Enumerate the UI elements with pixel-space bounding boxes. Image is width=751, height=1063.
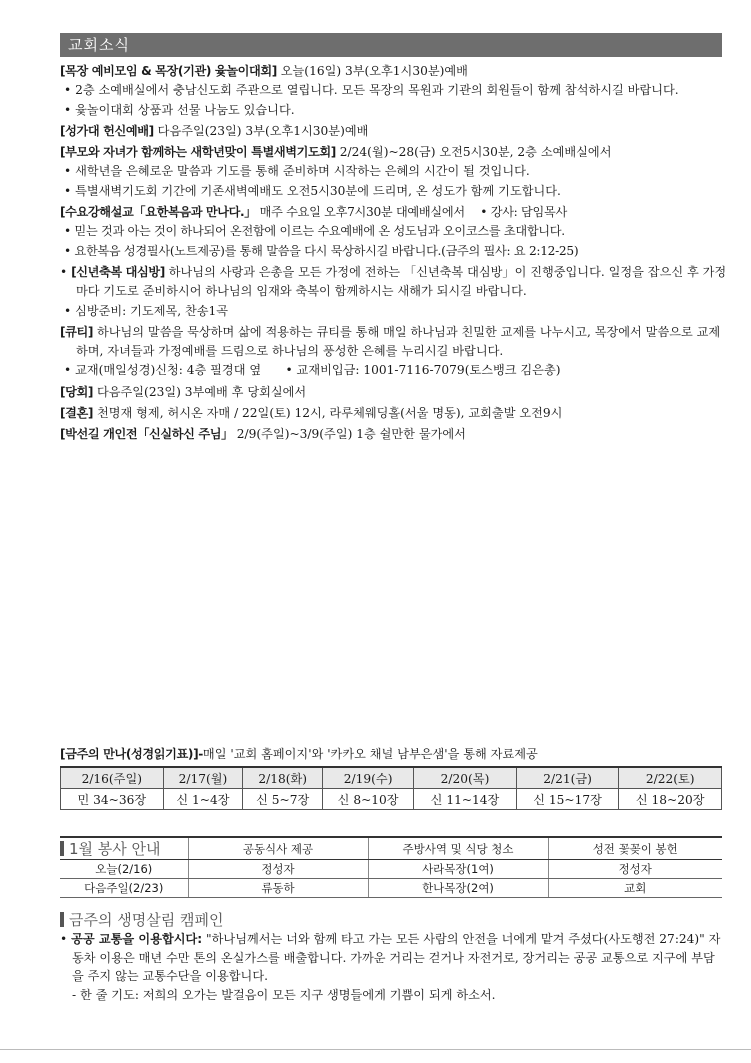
service-row-label: 오늘(2/16) xyxy=(60,860,188,879)
service-row-label: 다음주일(2/23) xyxy=(60,879,188,898)
news-item xyxy=(60,203,728,261)
news-title: [큐티] xyxy=(60,324,94,339)
passage-cell: 신 18~20장 xyxy=(619,789,722,810)
passage-cell: 신 5~7장 xyxy=(243,789,323,810)
passage-cell: 민 34~36장 xyxy=(61,789,164,810)
news-list xyxy=(60,62,728,447)
news-title: [박선길 개인전「신실하신 주님」 xyxy=(60,427,233,442)
news-title: [수요강해설교「요한복음과 만나다.」 xyxy=(60,205,257,220)
section-header xyxy=(60,33,722,57)
reading-desc: 매일 '교회 홈페이지'와 '카카오 채널 남부은샘'을 통해 자료제공 xyxy=(202,747,538,761)
heading-bar xyxy=(60,912,64,927)
day-cell: 2/19(수) xyxy=(323,767,414,789)
section-title: 교회소식 xyxy=(68,36,130,54)
news-bullet: • 믿는 것과 아는 것이 하나되어 온전함에 이르는 수요예배에 온 성도님과 오이코스를 초대합니다. xyxy=(60,222,728,241)
passage-cell: 신 1~4장 xyxy=(163,789,243,810)
news-bullet: • 요한복음 성경필사(노트제공)를 통해 말씀을 다시 묵상하시길 바랍니다.(금주의 필사: 요 2:12-25) xyxy=(60,242,728,261)
service-title: 1월 봉사 안내 xyxy=(60,837,188,860)
passage-cell: 신 15~17장 xyxy=(516,789,619,810)
service-cell: 류동하 xyxy=(188,879,368,898)
news-title: [목장 예비모임 & 목장(기관) 윷놀이대회] xyxy=(60,64,277,78)
news-title: [성가대 헌신예배] xyxy=(60,123,154,138)
reading-heading xyxy=(60,745,728,764)
day-cell: 2/16(주일) xyxy=(61,767,164,789)
news-desc: 매주 수요일 오후7시30분 대예배실에서 • 강사: 담임목사 xyxy=(256,205,567,220)
news-desc: 오늘(16일) 3부(오후1시30분)예배 xyxy=(276,64,468,78)
news-desc: 다음주일(23일) 3부예배 후 당회실에서 xyxy=(93,384,307,399)
news-bullet: • 새학년을 은혜로운 말씀과 기도를 통해 준비하며 시작하는 은혜의 시간이 될 것입니다. xyxy=(60,162,728,181)
service-header: 주방사역 및 식당 청소 xyxy=(368,837,548,860)
passage-cell: 신 8~10장 xyxy=(323,789,414,810)
news-title: [부모와 자녀가 함께하는 새학년맞이 특별새벽기도회] xyxy=(60,145,336,160)
campaign-title: 금주의 생명살림 캠페인 xyxy=(69,911,224,929)
service-cell: 교회 xyxy=(548,879,722,898)
campaign-body: • 공공 교통을 이용합시다: "하나님께서는 너와 함께 타고 가는 모든 사람의 안전을 너에게 맡겨 주셨다(사도행전 27:24)" 자동차 이용은 매년 수만 톤의 온실가스를 배출합니다. 가까운 거리는 걷거나 자전거로, 장거리는 공공 교통으로 지구에 부담을 주지 않는 교통수단을 이용합니다. - 한 줄 기도: 저희의 오가는 발걸음이 모든 지구 생명들에게 기쁨이 되게 하소서. xyxy=(60,930,726,1004)
news-desc: 2/9(주일)~3/9(주일) 1층 쉴만한 물가에서 xyxy=(232,427,466,442)
news-bullet: • 윷놀이대회 상품과 선물 나눔도 있습니다. xyxy=(60,101,728,120)
news-item xyxy=(60,404,728,423)
news-desc: 하나님의 말씀을 묵상하며 삶에 적용하는 큐티를 통해 매일 하나님과 친밀한 교제를 나누시고, 목장에서 말씀으로 교제하며, 자녀들과 가정예배를 드림으로 하나님의 풍성한 은혜를 누리시길 바랍니다. xyxy=(76,324,721,359)
service-cell: 사라목장(1여) xyxy=(368,860,548,879)
passage-cell: 신 11~14장 xyxy=(414,789,517,810)
reading-title: [금주의 만나(성경읽기표)]- xyxy=(60,747,203,761)
day-cell: 2/20(목) xyxy=(414,767,517,789)
news-item xyxy=(60,323,728,381)
news-desc: 하나님의 사랑과 은총을 모든 가정에 전하는 「신년축복 대심방」이 진행중입니다. 일정을 잡으신 후 가정마다 기도로 준비하시어 하나님의 임재와 축복이 함께하시는 새해가 되시길 바랍니다. xyxy=(76,264,727,299)
news-title: [결혼] xyxy=(60,406,94,421)
news-bullet: • 2층 소예배실에서 충남신도회 주관으로 열립니다. 모든 목장의 목원과 기관의 회원들이 함께 참석하시길 바랍니다. xyxy=(60,81,728,100)
service-header-row xyxy=(60,837,722,860)
news-item xyxy=(60,263,728,321)
day-cell: 2/21(금) xyxy=(516,767,619,789)
campaign-prayer: - 한 줄 기도: 저희의 오가는 발걸음이 모든 지구 생명들에게 기쁨이 되게 하소서. xyxy=(72,987,496,1002)
footer-divider xyxy=(0,1049,751,1050)
news-bullet: • 교재(매일성경)신청: 4층 필경대 옆 • 교재비입금: 1001-7116-7079(토스뱅크 김은총) xyxy=(60,361,728,380)
reading-days-row xyxy=(61,767,722,789)
service-header: 공동식사 제공 xyxy=(188,837,368,860)
service-header: 성전 꽃꽂이 봉헌 xyxy=(548,837,722,860)
news-title: [당회] xyxy=(60,384,94,399)
news-item xyxy=(60,122,728,141)
news-bullet: • 특별새벽기도회 기간에 기존새벽예배도 오전5시30분에 드리며, 온 성도가 함께 기도합니다. xyxy=(60,182,728,201)
service-row xyxy=(60,879,722,898)
news-item xyxy=(60,143,728,201)
service-row xyxy=(60,860,722,879)
day-cell: 2/22(토) xyxy=(619,767,722,789)
day-cell: 2/18(화) xyxy=(243,767,323,789)
service-table xyxy=(60,836,722,898)
news-title: [신년축복 대심방] xyxy=(71,264,165,279)
news-desc: 천명재 형제, 허시온 자매 / 22일(토) 12시, 라루체웨딩홀(서울 명동), 교회출발 오전9시 xyxy=(93,406,563,421)
service-cell: 정성자 xyxy=(548,860,722,879)
news-bullet: • 심방준비: 기도제목, 찬송1곡 xyxy=(60,302,728,321)
service-cell: 한나목장(2여) xyxy=(368,879,548,898)
news-item xyxy=(60,383,728,402)
news-item xyxy=(60,62,728,120)
campaign-bold: 공공 교통을 이용합시다: xyxy=(71,932,203,946)
campaign-text: "하나님께서는 너와 함께 타고 가는 모든 사람의 안전을 너에게 맡겨 주셨다(사도행전 27:24)" 자동차 이용은 매년 수만 톤의 온실가스를 배출합니다. 가까운 거리는 걷거나 자전거로, 장거리는 공공 교통으로 지구에 부담을 주지 않는 교통수단을 이용합니다. xyxy=(72,932,721,983)
reading-passages-row xyxy=(61,789,722,810)
news-desc: 다음주일(23일) 3부(오후1시30분)예배 xyxy=(153,123,369,138)
service-cell: 정성자 xyxy=(188,860,368,879)
news-item xyxy=(60,425,728,444)
campaign-heading xyxy=(60,909,223,930)
day-cell: 2/17(월) xyxy=(163,767,243,789)
news-desc: 2/24(월)~28(금) 오전5시30분, 2층 소예배실에서 xyxy=(335,145,612,160)
reading-table xyxy=(60,766,722,810)
